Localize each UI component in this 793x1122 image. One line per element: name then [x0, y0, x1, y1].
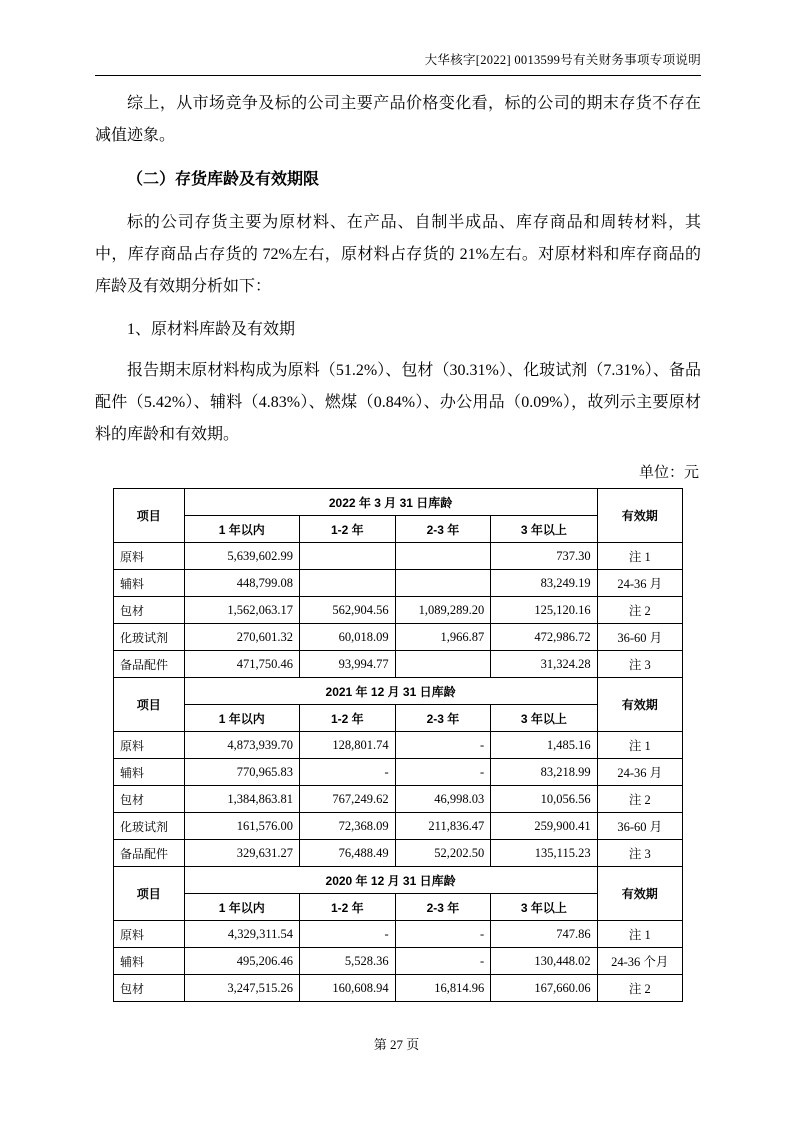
inventory-age-table [113, 488, 683, 1002]
table-row [114, 597, 683, 624]
table-row [114, 624, 683, 651]
value-cell: - [395, 759, 491, 786]
age-bucket-header: 3 年以上 [491, 516, 597, 543]
paragraph-summary: 综上，从市场竞争及标的公司主要产品价格变化看，标的公司的期末存货不存在减值迹象。 [95, 95, 701, 144]
value-cell: 52,202.50 [395, 840, 491, 867]
value-cell: 128,801.74 [300, 732, 396, 759]
value-cell: 1,966.87 [395, 624, 491, 651]
table-row [114, 759, 683, 786]
table-row [114, 921, 683, 948]
age-bucket-header: 1 年以内 [184, 516, 300, 543]
validity-cell: 36-60 月 [597, 813, 682, 840]
table-row [114, 975, 683, 1002]
item-column-header: 项目 [114, 867, 185, 921]
item-cell: 化玻试剂 [114, 624, 185, 651]
item-cell: 化玻试剂 [114, 813, 185, 840]
age-bucket-header: 3 年以上 [491, 894, 597, 921]
table-row [114, 570, 683, 597]
validity-cell: 注 2 [597, 975, 682, 1002]
paragraph-materials: 报告期末原材料构成为原料（51.2%）、包材（30.31%）、化玻试剂（7.31%）、备品配件（5.42%）、辅料（4.83%）、燃煤（0.84%）、办公用品（0.09%），故列示主要原材料的库龄和有效期。 [95, 362, 701, 444]
validity-cell: 24-36 月 [597, 759, 682, 786]
value-cell: 259,900.41 [491, 813, 597, 840]
section-header-row [114, 867, 683, 894]
value-cell: 125,120.16 [491, 597, 597, 624]
item-cell: 辅料 [114, 759, 185, 786]
item-cell: 备品配件 [114, 651, 185, 678]
section-heading: （二）存货库龄及有效期限 [127, 171, 320, 188]
section-header-row [114, 678, 683, 705]
value-cell: 1,384,863.81 [184, 786, 300, 813]
table-row [114, 948, 683, 975]
value-cell: 3,247,515.26 [184, 975, 300, 1002]
value-cell: 747.86 [491, 921, 597, 948]
value-cell: 495,206.46 [184, 948, 300, 975]
age-bucket-header: 1 年以内 [184, 894, 300, 921]
item-cell: 原料 [114, 732, 185, 759]
validity-cell: 24-36 月 [597, 570, 682, 597]
value-cell: 329,631.27 [184, 840, 300, 867]
value-cell: 16,814.96 [395, 975, 491, 1002]
value-cell: 1,089,289.20 [395, 597, 491, 624]
value-cell: 767,249.62 [300, 786, 396, 813]
item-cell: 备品配件 [114, 840, 185, 867]
item-column-header: 项目 [114, 678, 185, 732]
paragraph-inventory: 标的公司存货主要为原材料、在产品、自制半成品、库存商品和周转材料，其中，库存商品占存货的 72%左右，原材料占存货的 21%左右。对原材料和库存商品的库龄及有效期分析如下： [95, 213, 701, 295]
value-cell: 10,056.56 [491, 786, 597, 813]
period-header: 2020 年 12 月 31 日库龄 [184, 867, 597, 894]
value-cell: 471,750.46 [184, 651, 300, 678]
value-cell: - [300, 921, 396, 948]
validity-cell: 注 2 [597, 597, 682, 624]
section-header-row [114, 489, 683, 516]
value-cell: 4,873,939.70 [184, 732, 300, 759]
inventory-age-table-body [114, 489, 683, 1002]
value-cell: 46,998.03 [395, 786, 491, 813]
validity-cell: 注 1 [597, 921, 682, 948]
validity-cell: 36-60 月 [597, 624, 682, 651]
table-row [114, 840, 683, 867]
table-row [114, 651, 683, 678]
age-bucket-header: 2-3 年 [395, 516, 491, 543]
period-header: 2022 年 3 月 31 日库龄 [184, 489, 597, 516]
age-bucket-header: 1 年以内 [184, 705, 300, 732]
validity-cell: 注 3 [597, 651, 682, 678]
value-cell: - [300, 759, 396, 786]
value-cell: 83,218.99 [491, 759, 597, 786]
value-cell: 130,448.02 [491, 948, 597, 975]
validity-column-header: 有效期 [597, 867, 682, 921]
value-cell: 448,799.08 [184, 570, 300, 597]
value-cell: 31,324.28 [491, 651, 597, 678]
item-cell: 辅料 [114, 570, 185, 597]
value-cell: 167,660.06 [491, 975, 597, 1002]
value-cell: 770,965.83 [184, 759, 300, 786]
age-bucket-header: 1-2 年 [300, 894, 396, 921]
value-cell: 83,249.19 [491, 570, 597, 597]
age-bucket-header: 2-3 年 [395, 894, 491, 921]
value-cell: 93,994.77 [300, 651, 396, 678]
value-cell: 72,368.09 [300, 813, 396, 840]
value-cell: 1,562,063.17 [184, 597, 300, 624]
document-reference: 大华核字[2022] 0013599号有关财务事项专项说明 [424, 53, 701, 67]
value-cell [300, 543, 396, 570]
value-cell: 270,601.32 [184, 624, 300, 651]
age-bucket-header: 1-2 年 [300, 516, 396, 543]
age-bucket-header: 3 年以上 [491, 705, 597, 732]
page-header [95, 50, 701, 76]
table-row [114, 543, 683, 570]
value-cell [300, 570, 396, 597]
unit-label: 单位：元 [638, 465, 699, 482]
value-cell [395, 651, 491, 678]
item-cell: 原料 [114, 543, 185, 570]
period-header: 2021 年 12 月 31 日库龄 [184, 678, 597, 705]
table-row [114, 813, 683, 840]
validity-cell: 注 1 [597, 732, 682, 759]
value-cell [395, 543, 491, 570]
value-cell: 161,576.00 [184, 813, 300, 840]
item-cell: 辅料 [114, 948, 185, 975]
value-cell: - [395, 948, 491, 975]
item-cell: 包材 [114, 597, 185, 624]
value-cell: 5,639,602.99 [184, 543, 300, 570]
validity-cell: 注 1 [597, 543, 682, 570]
value-cell: 5,528.36 [300, 948, 396, 975]
validity-cell: 24-36 个月 [597, 948, 682, 975]
subsection-heading: 1、原材料库龄及有效期 [127, 320, 296, 338]
item-cell: 包材 [114, 786, 185, 813]
validity-column-header: 有效期 [597, 678, 682, 732]
validity-cell: 注 3 [597, 840, 682, 867]
age-bucket-header: 1-2 年 [300, 705, 396, 732]
validity-cell: 注 2 [597, 786, 682, 813]
value-cell: 76,488.49 [300, 840, 396, 867]
value-cell: 472,986.72 [491, 624, 597, 651]
page-content [95, 88, 701, 1002]
table-row [114, 732, 683, 759]
item-cell: 原料 [114, 921, 185, 948]
value-cell: 737.30 [491, 543, 597, 570]
value-cell: 211,836.47 [395, 813, 491, 840]
table-row [114, 786, 683, 813]
value-cell: 1,485.16 [491, 732, 597, 759]
item-column-header: 项目 [114, 489, 185, 543]
value-cell: 60,018.09 [300, 624, 396, 651]
age-bucket-header: 2-3 年 [395, 705, 491, 732]
page-footer [0, 1034, 793, 1053]
validity-column-header: 有效期 [597, 489, 682, 543]
value-cell: 4,329,311.54 [184, 921, 300, 948]
value-cell: - [395, 921, 491, 948]
item-cell: 包材 [114, 975, 185, 1002]
value-cell: 160,608.94 [300, 975, 396, 1002]
value-cell: 135,115.23 [491, 840, 597, 867]
value-cell: - [395, 732, 491, 759]
value-cell: 562,904.56 [300, 597, 396, 624]
page-number: 第 27 页 [373, 1037, 420, 1052]
value-cell [395, 570, 491, 597]
